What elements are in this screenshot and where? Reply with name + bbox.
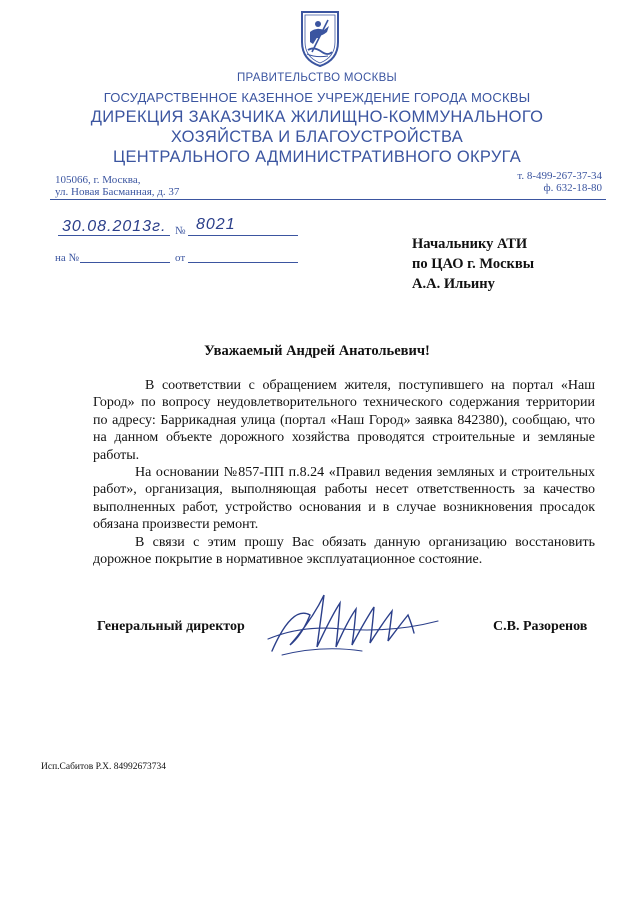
handwritten-date: 30.08.2013г. [62, 218, 167, 235]
phone-number: т. 8-499-267-37-34 [517, 170, 602, 182]
directorate-title-line2: ХОЗЯЙСТВА И БЛАГОУСТРОЙСТВА [170, 128, 464, 146]
directorate-title-line3: ЦЕНТРАЛЬНОГО АДМИНИСТРАТИВНОГО ОКРУГА [112, 148, 522, 166]
addressee-line3: А.А. Ильину [412, 276, 495, 292]
institution-title: ГОСУДАРСТВЕННОЕ КАЗЕННОЕ УЧРЕЖДЕНИЕ ГОРОДА МОСКВЫ [103, 90, 531, 105]
address-line1: 105066, г. Москва, [55, 174, 141, 186]
handwritten-number: 8021 [196, 216, 236, 233]
letter-body [93, 377, 595, 568]
number-field-line [188, 235, 298, 236]
executor-info: Исп.Сабитов Р.Х. 84992673734 [41, 762, 166, 772]
from-label: от [175, 252, 186, 264]
reply-to-label: на № [55, 252, 80, 264]
moscow-coat-of-arms-icon [298, 8, 342, 68]
handwritten-signature-icon [262, 585, 452, 663]
address-line2: ул. Новая Басманная, д. 37 [55, 186, 180, 198]
addressee-line1: Начальнику АТИ [412, 236, 528, 252]
directorate-title-line1: ДИРЕКЦИЯ ЗАКАЗЧИКА ЖИЛИЩНО-КОММУНАЛЬНОГО [90, 108, 544, 126]
from-field-line [188, 262, 298, 263]
reply-to-field-line [80, 262, 170, 263]
body-paragraph-3: В связи с этим прошу Вас обязать данную организацию восстановить дорожное покрытие в нормативное эксплуатационное состояние. [93, 534, 595, 568]
government-title: ПРАВИТЕЛЬСТВО МОСКВЫ [236, 72, 398, 84]
date-field-line [58, 235, 170, 236]
number-label: № [175, 225, 186, 237]
greeting: Уважаемый Андрей Анатольевич! [204, 343, 430, 359]
letterhead-divider [50, 199, 606, 200]
body-paragraph-2: На основании №857-ПП п.8.24 «Правил ведения земляных и строительных работ», организация, выполняющая работы несет ответственность за качество выполненных работ, устройство основания и в случае возникновения просадок обязана произвести ремонт. [93, 465, 595, 533]
signatory-name: С.В. Разоренов [493, 619, 588, 634]
fax-number: ф. 632-18-80 [543, 182, 602, 194]
signatory-position: Генеральный директор [97, 619, 245, 634]
addressee-line2: по ЦАО г. Москвы [412, 256, 535, 272]
body-paragraph-1: В соответствии с обращением жителя, поступившего на портал «Наш Город» по вопросу неудовлетворительного технического содержания территории по адресу: Баррикадная улица (портал «Наш Город» заявка 842380), сообщаю, что на данном объекте дорожного хозяйства проводятся строительные и земляные работы. [93, 378, 595, 463]
